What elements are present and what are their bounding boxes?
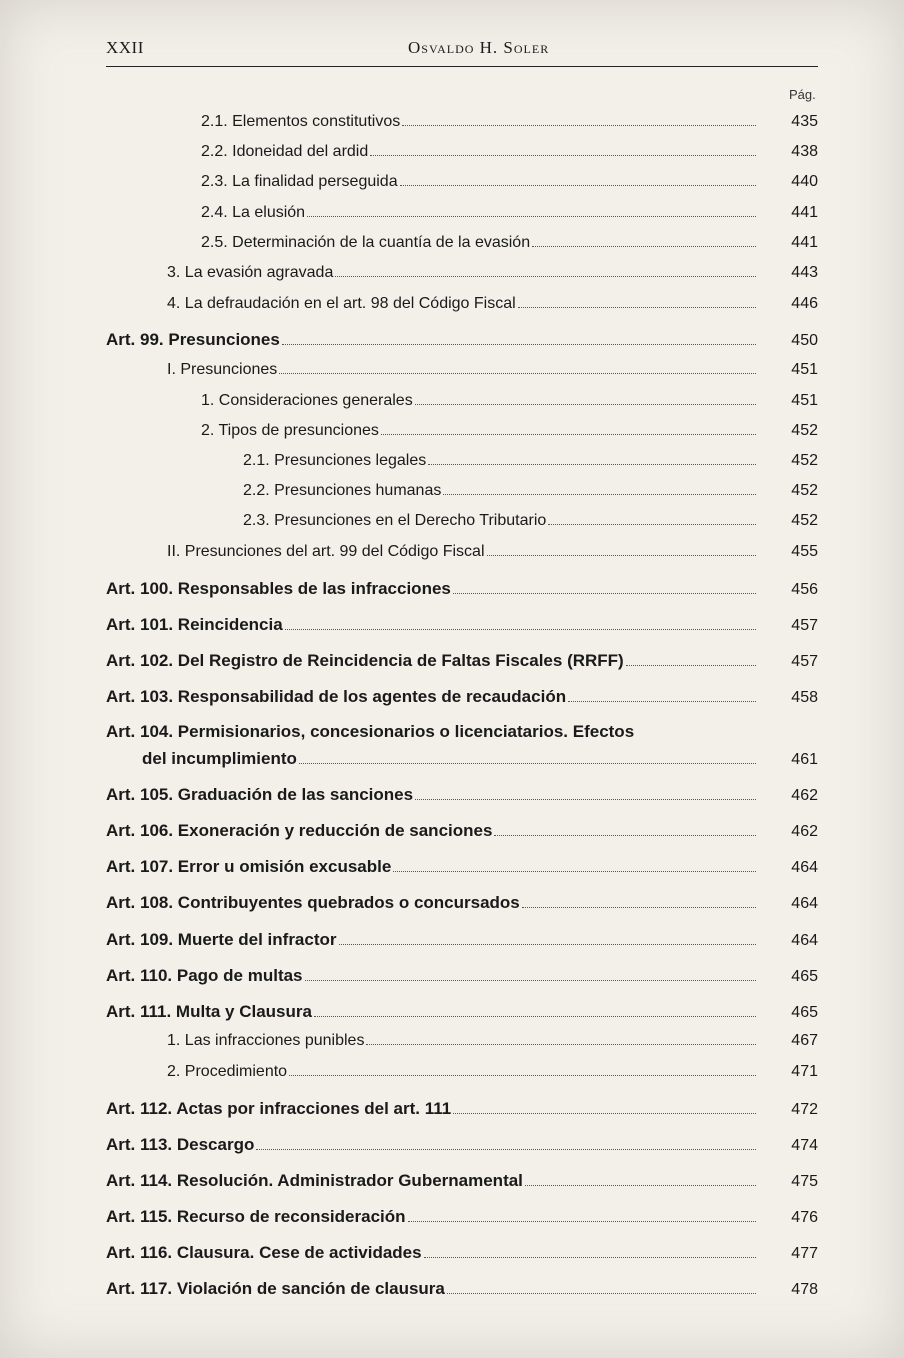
dot-leader [548,514,756,525]
dot-leader [415,394,756,405]
toc-entry-title: II. Presunciones del art. 99 del Código Fiscal [167,543,485,560]
toc-entry-page: 441 [791,234,818,251]
toc-entry-title: 1. Consideraciones generales [201,392,413,409]
toc-entry-title: I. Presunciones [167,361,278,378]
toc-entry [167,264,818,290]
toc-entry-title-line2: del incumplimiento [142,749,297,768]
toc-entry-page: 465 [791,968,818,985]
dot-leader [314,1006,756,1017]
toc-entry-title: Art. 106. Exoneración y reducción de sanciones [106,821,493,840]
toc-entry-title: 2.3. Presunciones en el Derecho Tributario [243,512,547,529]
toc-entry-title: 2. Procedimiento [167,1063,288,1080]
dot-leader [339,934,756,945]
dot-leader [453,583,756,594]
toc-entry [167,361,818,387]
toc-entry-page: 452 [791,422,818,439]
toc-article-entry [106,330,818,356]
toc-entry-page: 471 [791,1063,818,1080]
toc-entry [201,113,818,139]
toc-entry-page: 456 [791,581,818,598]
toc-entry-page: 450 [791,332,818,349]
toc-article-entry [106,579,818,605]
dot-leader [518,297,756,308]
header-page-number: XXII [106,38,144,57]
toc-entry-title: Art. 108. Contribuyentes quebrados o concursados [106,893,520,912]
toc-entry-title: Art. 103. Responsabilidad de los agentes de recaudación [106,687,567,706]
dot-leader [299,753,756,764]
toc-entry-title: Art. 110. Pago de multas [106,966,303,985]
toc-entry-page: 455 [791,543,818,560]
toc-entry [167,1063,818,1089]
toc-entry [201,234,818,260]
toc-entry-title: Art. 115. Recurso de reconsideración [106,1207,406,1226]
toc-entry-page: 458 [791,689,818,706]
dot-leader [447,1283,756,1294]
toc-entry-page: 446 [791,295,818,312]
page-column-label: Pág. [789,87,816,102]
dot-leader [453,1103,756,1114]
toc-entry-title: 2. Tipos de presunciones [201,422,379,439]
toc-entry-title: Art. 116. Clausura. Cese de actividades [106,1243,422,1262]
toc-entry-title: 2.2. Presunciones humanas [243,482,442,499]
toc-entry-title: Art. 102. Del Registro de Reincidencia de Faltas Fiscales (RRFF) [106,651,624,670]
toc-article-entry [106,615,818,641]
dot-leader [525,1175,756,1186]
toc-entry-title: Art. 117. Violación de sanción de clausura [106,1279,445,1298]
toc-article-entry [106,651,818,677]
toc-entry-title: Art. 100. Responsables de las infracciones [106,579,451,598]
dot-leader [522,897,756,908]
dot-leader [626,655,756,666]
toc-entry [167,1032,818,1058]
toc-entry-page: 441 [791,204,818,221]
toc-entry-page: 461 [791,751,818,768]
toc-entry [243,512,818,538]
toc-entry-page: 452 [791,512,818,529]
toc-entry-page: 464 [791,895,818,912]
toc-article-entry [106,1279,818,1305]
toc-article-entry [106,893,818,919]
toc-entry-page: 462 [791,823,818,840]
toc-entry-title: 1. Las infracciones punibles [167,1032,365,1049]
dot-leader [494,825,756,836]
toc-entry-page: 457 [791,617,818,634]
toc-entry-title: 4. La defraudación en el art. 98 del Código Fiscal [167,295,516,312]
toc-entry-page: 462 [791,787,818,804]
toc-entry-title: Art. 111. Multa y Clausura [106,1002,312,1021]
dot-leader [428,454,756,465]
toc-entry-page: 475 [791,1173,818,1190]
dot-leader [289,1065,756,1076]
toc-entry-title: Art. 101. Reincidencia [106,615,283,634]
toc-entry-title: Art. 105. Graduación de las sanciones [106,785,414,804]
toc-entry-title: Art. 114. Resolución. Administrador Gubernamental [106,1171,523,1190]
toc-article-entry [106,857,818,883]
toc-article-entry [106,966,818,992]
dot-leader [335,266,756,277]
toc-entry-page: 472 [791,1101,818,1118]
dot-leader [393,861,756,872]
dot-leader [256,1139,756,1150]
toc-article-entry [106,785,818,811]
toc-entry-title: Art. 112. Actas por infracciones del art. 111 [106,1099,452,1118]
dot-leader [381,424,756,435]
dot-leader [568,691,756,702]
toc-entry-page: 467 [791,1032,818,1049]
toc-entry [201,422,818,448]
dot-leader [370,145,756,156]
toc-entry-page: 465 [791,1004,818,1021]
dot-leader [532,236,756,247]
toc-article-entry [106,1243,818,1269]
toc-entry-title: Art. 113. Descargo [106,1135,255,1154]
toc-entry-page: 464 [791,859,818,876]
toc-entry-title: 2.5. Determinación de la cuantía de la evasión [201,234,531,251]
toc-entry-page: 440 [791,173,818,190]
toc-entry-title: 2.1. Presunciones legales [243,452,427,469]
dot-leader [279,363,756,374]
toc-entry-title: Art. 109. Muerte del infractor [106,930,337,949]
toc-entry [167,543,818,569]
toc-entry-title: 3. La evasión agravada [167,264,334,281]
dot-leader [285,619,756,630]
toc-entry-page: 451 [791,392,818,409]
toc-entry-page: 478 [791,1281,818,1298]
dot-leader [366,1034,756,1045]
toc-entry-title: 2.2. Idoneidad del ardid [201,143,369,160]
dot-leader [424,1247,756,1258]
toc-entry-title: Art. 107. Error u omisión excusable [106,857,392,876]
toc-entry-page: 476 [791,1209,818,1226]
toc-entry-title: Art. 99. Presunciones [106,330,280,349]
toc-entry [201,173,818,199]
toc-article-entry [106,1207,818,1233]
toc-entry-page: 457 [791,653,818,670]
toc-entry [201,143,818,169]
toc-entry-title-line1: Art. 104. Permisionarios, concesionarios o licenciatarios. Efectos [106,722,635,741]
toc-entry-page: 451 [791,361,818,378]
dot-leader [402,115,756,126]
toc-article-entry [106,1171,818,1197]
toc-entry-page: 435 [791,113,818,130]
toc-entry [201,392,818,418]
toc-entry-page: 477 [791,1245,818,1262]
toc-article-entry [106,821,818,847]
toc-article-entry [106,930,818,956]
toc-entry-title: 2.1. Elementos constitutivos [201,113,401,130]
toc-entry [201,204,818,230]
toc-entry [167,295,818,321]
header-author: Osvaldo H. Soler [408,38,550,57]
dot-leader [408,1211,756,1222]
toc-article-entry [106,1099,818,1125]
toc-entry-page: 443 [791,264,818,281]
toc-entry-page: 452 [791,482,818,499]
toc-entry-page: 452 [791,452,818,469]
toc-entry-page: 438 [791,143,818,160]
dot-leader [415,789,756,800]
toc-entry-page: 464 [791,932,818,949]
dot-leader [443,484,756,495]
dot-leader [400,175,756,186]
dot-leader [282,334,756,345]
toc-entry-title: 2.3. La finalidad perseguida [201,173,398,190]
toc-article-entry [106,1135,818,1161]
toc-entry [243,452,818,478]
toc-entry [243,482,818,508]
toc-entry-title: 2.4. La elusión [201,204,306,221]
dot-leader [307,206,756,217]
dot-leader [305,970,756,981]
toc-entry-page: 474 [791,1137,818,1154]
dot-leader [487,545,757,556]
toc-article-entry [106,687,818,713]
toc-article-entry [106,1002,818,1028]
toc-article-entry [142,749,818,775]
